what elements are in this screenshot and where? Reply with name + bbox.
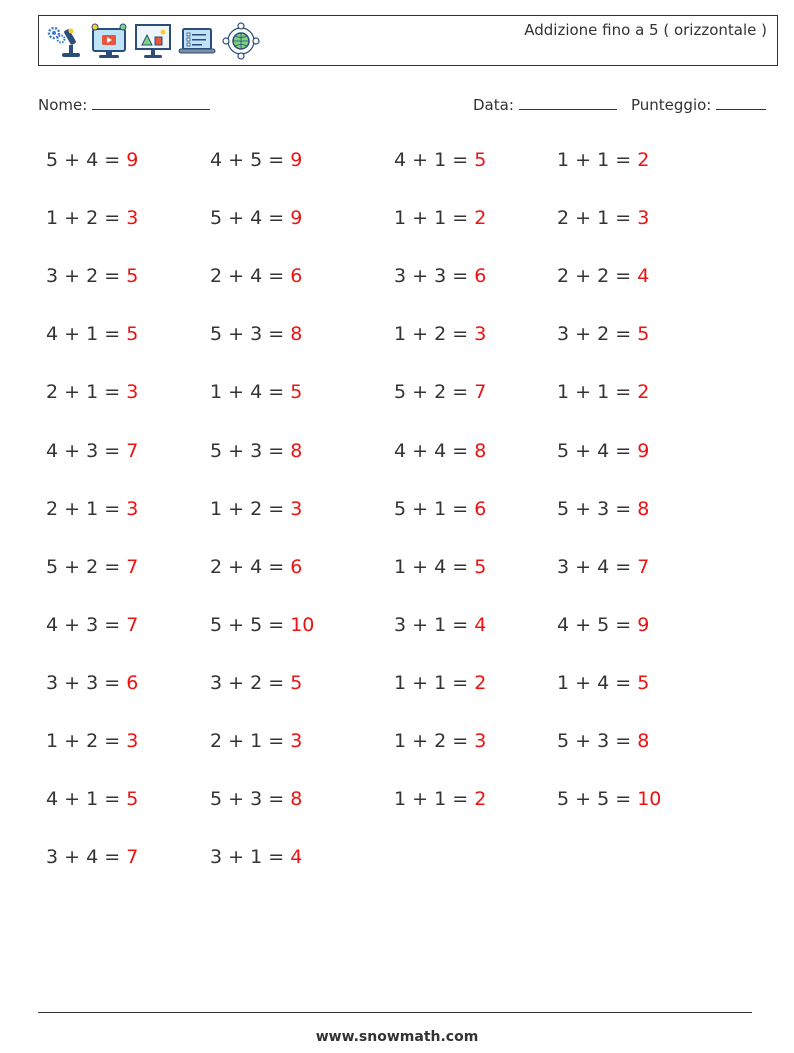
problem-answer: 5: [637, 323, 650, 346]
problem-item: [210, 555, 302, 579]
problem-expression: 1 + 1 =: [394, 207, 475, 230]
problem-expression: 1 + 2 =: [394, 323, 475, 346]
problem-item: [557, 148, 649, 172]
problem-answer: 5: [637, 671, 650, 694]
problem-item: [394, 613, 486, 637]
problem-expression: 1 + 1 =: [557, 149, 638, 171]
problem-expression: 4 + 5 =: [557, 613, 638, 636]
problem-answer: 3: [126, 730, 139, 752]
problem-expression: 5 + 5 =: [557, 788, 638, 811]
problem-item: [46, 845, 138, 869]
problem-answer: 8: [637, 497, 650, 520]
problem-expression: 1 + 1 =: [394, 788, 475, 811]
problem-expression: 1 + 4 =: [557, 671, 638, 694]
date-field: [473, 93, 617, 114]
problem-expression: 4 + 1 =: [46, 323, 127, 346]
problem-answer: 5: [290, 381, 303, 404]
problem-item: [210, 497, 302, 521]
problem-item: [394, 206, 486, 230]
gears-microscope-icon: [45, 21, 85, 61]
problem-item: [46, 497, 138, 521]
problem-item: [557, 555, 649, 579]
problem-item: [210, 148, 302, 172]
problem-expression: 5 + 3 =: [210, 439, 291, 462]
problem-answer: 3: [637, 207, 650, 230]
laptop-list-icon: [177, 21, 217, 61]
problem-expression: 2 + 1 =: [557, 207, 638, 230]
problem-item: [210, 613, 314, 637]
problem-item: [210, 322, 302, 346]
problem-expression: 3 + 1 =: [394, 613, 475, 636]
problem-expression: 5 + 1 =: [394, 497, 475, 520]
problem-item: [46, 439, 138, 463]
problem-answer: 10: [290, 613, 315, 636]
problem-item: [46, 787, 138, 811]
problem-expression: 3 + 3 =: [46, 671, 127, 694]
problem-answer: 9: [637, 439, 650, 462]
problem-answer: 7: [126, 555, 139, 578]
problem-answer: 3: [474, 323, 487, 346]
problem-expression: 3 + 2 =: [46, 265, 127, 288]
problem-item: [46, 148, 138, 172]
problem-item: [394, 380, 486, 404]
problem-item: [557, 613, 649, 637]
problem-answer: 9: [290, 149, 303, 171]
problem-answer: 3: [126, 497, 139, 520]
problem-item: [394, 729, 486, 753]
problem-item: [210, 380, 302, 404]
problem-answer: 8: [474, 439, 487, 462]
problem-answer: 6: [474, 265, 487, 288]
score-blank[interactable]: [716, 93, 766, 110]
problem-answer: 5: [474, 149, 487, 171]
problem-answer: 5: [126, 788, 139, 811]
problem-item: [557, 380, 649, 404]
name-blank[interactable]: [92, 93, 210, 110]
problem-item: [46, 613, 138, 637]
problem-item: [557, 206, 649, 230]
worksheet-header: [38, 15, 778, 66]
problem-expression: 1 + 1 =: [557, 381, 638, 404]
problem-answer: 5: [474, 555, 487, 578]
problem-item: [210, 787, 302, 811]
problem-expression: 1 + 1 =: [394, 671, 475, 694]
problem-expression: 4 + 4 =: [394, 439, 475, 462]
score-field: [631, 93, 766, 114]
problem-item: [46, 555, 138, 579]
problem-answer: 7: [126, 439, 139, 462]
problem-item: [394, 671, 486, 695]
problem-item: [210, 845, 302, 869]
problem-item: [46, 729, 138, 753]
problem-answer: 3: [126, 381, 139, 404]
problem-answer: 8: [290, 788, 303, 811]
globe-network-icon: [221, 21, 261, 61]
problem-answer: 4: [290, 846, 303, 869]
problem-expression: 3 + 2 =: [557, 323, 638, 346]
problem-answer: 9: [637, 613, 650, 636]
problem-item: [46, 380, 138, 404]
problem-expression: 1 + 4 =: [210, 381, 291, 404]
problem-answer: 4: [637, 265, 650, 288]
video-monitor-icon: [89, 21, 129, 61]
problem-item: [394, 439, 486, 463]
problem-answer: 7: [637, 555, 650, 578]
problem-expression: 1 + 2 =: [394, 730, 475, 752]
problem-item: [210, 729, 302, 753]
problem-expression: 2 + 2 =: [557, 265, 638, 288]
problem-expression: 5 + 4 =: [46, 149, 127, 171]
problem-answer: 2: [637, 381, 650, 404]
problem-item: [210, 264, 302, 288]
problem-expression: 4 + 3 =: [46, 613, 127, 636]
problem-expression: 2 + 1 =: [46, 381, 127, 404]
date-label: Data:: [473, 96, 514, 114]
problem-item: [557, 671, 649, 695]
footer-url: www.snowmath.com: [315, 1029, 479, 1045]
name-field: [38, 93, 210, 114]
problem-expression: 4 + 5 =: [210, 149, 291, 171]
problem-answer: 8: [290, 439, 303, 462]
problem-answer: 8: [637, 730, 650, 752]
score-label: Punteggio:: [631, 96, 712, 114]
problem-answer: 6: [290, 555, 303, 578]
problem-item: [210, 439, 302, 463]
problem-expression: 5 + 3 =: [210, 323, 291, 346]
problem-item: [557, 787, 661, 811]
problem-item: [557, 729, 649, 753]
problem-expression: 5 + 2 =: [46, 555, 127, 578]
problem-expression: 1 + 2 =: [46, 207, 127, 230]
problem-expression: 4 + 1 =: [394, 149, 475, 171]
problem-item: [210, 671, 302, 695]
problem-expression: 5 + 4 =: [210, 207, 291, 230]
problem-answer: 4: [474, 613, 487, 636]
problem-answer: 5: [290, 671, 303, 694]
problem-expression: 3 + 4 =: [557, 555, 638, 578]
problem-answer: 3: [126, 207, 139, 230]
problem-item: [557, 439, 649, 463]
header-icons: [45, 21, 261, 61]
problem-expression: 5 + 3 =: [557, 497, 638, 520]
problem-item: [394, 497, 486, 521]
problem-item: [394, 787, 486, 811]
problem-answer: 2: [637, 149, 650, 171]
problem-answer: 3: [290, 497, 303, 520]
problem-answer: 7: [474, 381, 487, 404]
problem-answer: 8: [290, 323, 303, 346]
problem-expression: 5 + 3 =: [210, 788, 291, 811]
name-label: Nome:: [38, 96, 88, 114]
problem-answer: 9: [126, 149, 139, 171]
problem-expression: 4 + 3 =: [46, 439, 127, 462]
problem-answer: 3: [290, 730, 303, 752]
problem-item: [46, 206, 138, 230]
problem-item: [46, 671, 138, 695]
problem-item: [46, 322, 138, 346]
problem-expression: 2 + 1 =: [210, 730, 291, 752]
problem-answer: 10: [637, 788, 662, 811]
problem-answer: 5: [126, 265, 139, 288]
problem-item: [557, 322, 649, 346]
problem-expression: 5 + 3 =: [557, 730, 638, 752]
problem-expression: 1 + 2 =: [46, 730, 127, 752]
problem-answer: 2: [474, 207, 487, 230]
date-blank[interactable]: [519, 93, 617, 110]
problem-item: [394, 555, 486, 579]
footer-divider: [38, 1012, 752, 1013]
problem-expression: 3 + 1 =: [210, 846, 291, 869]
problem-expression: 3 + 3 =: [394, 265, 475, 288]
problem-expression: 1 + 4 =: [394, 555, 475, 578]
problem-expression: 5 + 2 =: [394, 381, 475, 404]
problem-expression: 1 + 2 =: [210, 497, 291, 520]
problem-answer: 6: [474, 497, 487, 520]
problem-answer: 3: [474, 730, 487, 752]
problem-item: [557, 264, 649, 288]
presentation-board-icon: [133, 21, 173, 61]
problem-expression: 2 + 4 =: [210, 265, 291, 288]
problem-expression: 4 + 1 =: [46, 788, 127, 811]
worksheet-title: Addizione fino a 5 ( orizzontale ): [524, 21, 767, 39]
problem-expression: 2 + 4 =: [210, 555, 291, 578]
problem-answer: 9: [290, 207, 303, 230]
problem-expression: 2 + 1 =: [46, 497, 127, 520]
problem-item: [394, 264, 486, 288]
problem-answer: 5: [126, 323, 139, 346]
problem-item: [394, 148, 486, 172]
problem-item: [394, 322, 486, 346]
problem-expression: 3 + 4 =: [46, 846, 127, 869]
problem-item: [557, 497, 649, 521]
problem-item: [46, 264, 138, 288]
problem-answer: 2: [474, 788, 487, 811]
problem-expression: 5 + 5 =: [210, 613, 291, 636]
problem-answer: 6: [126, 671, 139, 694]
problem-answer: 6: [290, 265, 303, 288]
problem-answer: 7: [126, 613, 139, 636]
problem-answer: 2: [474, 671, 487, 694]
problem-expression: 5 + 4 =: [557, 439, 638, 462]
problem-answer: 7: [126, 846, 139, 869]
problem-expression: 3 + 2 =: [210, 671, 291, 694]
problem-item: [210, 206, 302, 230]
